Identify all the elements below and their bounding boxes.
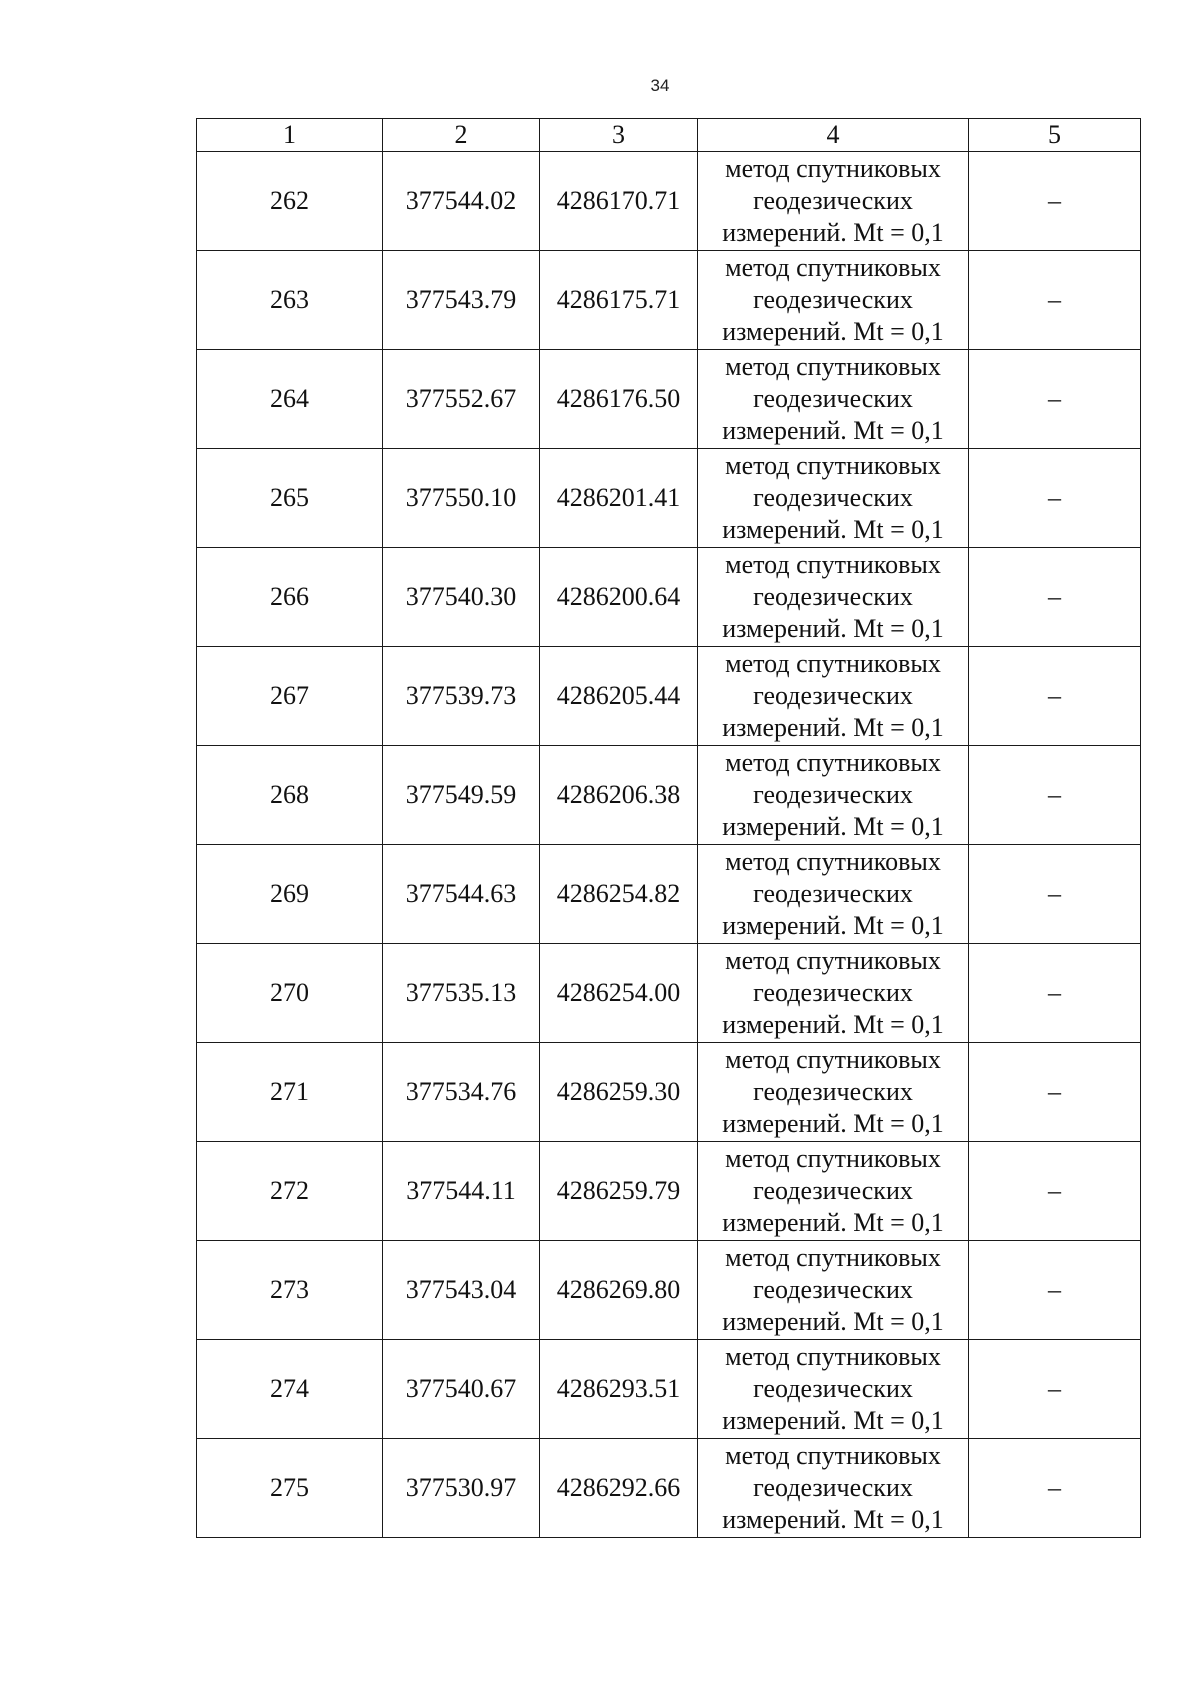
method-cell: [698, 944, 969, 1043]
note-cell: –: [969, 944, 1141, 1043]
method-line: геодезических: [753, 879, 913, 908]
point-number-cell: 266: [197, 548, 383, 647]
point-number-cell: 269: [197, 845, 383, 944]
y-coordinate-cell: 4286175.71: [540, 251, 698, 350]
note-cell: –: [969, 1142, 1141, 1241]
table-header-row: [197, 119, 1141, 152]
method-line: метод спутниковых: [725, 748, 941, 777]
note-cell: –: [969, 449, 1141, 548]
method-line: геодезических: [753, 285, 913, 314]
point-number-cell: 274: [197, 1340, 383, 1439]
method-cell: [698, 845, 969, 944]
note-cell: –: [969, 548, 1141, 647]
table-row: [197, 647, 1141, 746]
table-row: [197, 1142, 1141, 1241]
y-coordinate-cell: 4286170.71: [540, 152, 698, 251]
method-line: измерений. Mt = 0,1: [722, 416, 944, 445]
method-line: измерений. Mt = 0,1: [722, 812, 944, 841]
method-cell: [698, 1241, 969, 1340]
y-coordinate-cell: 4286259.79: [540, 1142, 698, 1241]
method-line: метод спутниковых: [725, 1144, 941, 1173]
method-line: геодезических: [753, 1275, 913, 1304]
method-line: измерений. Mt = 0,1: [722, 317, 944, 346]
note-cell: –: [969, 152, 1141, 251]
method-line: измерений. Mt = 0,1: [722, 1208, 944, 1237]
note-cell: –: [969, 350, 1141, 449]
x-coordinate-cell: 377549.59: [383, 746, 540, 845]
method-line: метод спутниковых: [725, 352, 941, 381]
y-coordinate-cell: 4286201.41: [540, 449, 698, 548]
method-line: геодезических: [753, 1077, 913, 1106]
column-header: 5: [969, 119, 1141, 152]
y-coordinate-cell: 4286293.51: [540, 1340, 698, 1439]
point-number-cell: 264: [197, 350, 383, 449]
y-coordinate-cell: 4286206.38: [540, 746, 698, 845]
method-cell: [698, 152, 969, 251]
column-header: 1: [197, 119, 383, 152]
method-line: измерений. Mt = 0,1: [722, 515, 944, 544]
x-coordinate-cell: 377540.67: [383, 1340, 540, 1439]
method-line: геодезических: [753, 978, 913, 1007]
method-line: измерений. Mt = 0,1: [722, 1505, 944, 1534]
x-coordinate-cell: 377540.30: [383, 548, 540, 647]
table-row: [197, 152, 1141, 251]
method-cell: [698, 647, 969, 746]
method-line: метод спутниковых: [725, 847, 941, 876]
coordinates-table: [196, 118, 1141, 1538]
method-line: метод спутниковых: [725, 649, 941, 678]
point-number-cell: 267: [197, 647, 383, 746]
note-cell: –: [969, 1043, 1141, 1142]
method-line: метод спутниковых: [725, 1342, 941, 1371]
x-coordinate-cell: 377550.10: [383, 449, 540, 548]
method-line: геодезических: [753, 681, 913, 710]
method-line: метод спутниковых: [725, 1045, 941, 1074]
method-line: метод спутниковых: [725, 154, 941, 183]
method-line: измерений. Mt = 0,1: [722, 1406, 944, 1435]
method-line: измерений. Mt = 0,1: [722, 1109, 944, 1138]
method-cell: [698, 1142, 969, 1241]
method-line: измерений. Mt = 0,1: [722, 218, 944, 247]
table-row: [197, 1043, 1141, 1142]
table-row: [197, 746, 1141, 845]
column-header: 4: [698, 119, 969, 152]
y-coordinate-cell: 4286200.64: [540, 548, 698, 647]
method-line: метод спутниковых: [725, 550, 941, 579]
column-header: 2: [383, 119, 540, 152]
method-line: измерений. Mt = 0,1: [722, 713, 944, 742]
table-body: [197, 119, 1141, 1538]
table-row: [197, 1241, 1141, 1340]
y-coordinate-cell: 4286259.30: [540, 1043, 698, 1142]
method-line: метод спутниковых: [725, 253, 941, 282]
method-line: метод спутниковых: [725, 451, 941, 480]
method-line: геодезических: [753, 384, 913, 413]
x-coordinate-cell: 377543.79: [383, 251, 540, 350]
method-line: геодезических: [753, 186, 913, 215]
point-number-cell: 275: [197, 1439, 383, 1538]
note-cell: –: [969, 1241, 1141, 1340]
x-coordinate-cell: 377544.11: [383, 1142, 540, 1241]
method-line: измерений. Mt = 0,1: [722, 614, 944, 643]
note-cell: –: [969, 1439, 1141, 1538]
point-number-cell: 272: [197, 1142, 383, 1241]
method-cell: [698, 449, 969, 548]
column-header: 3: [540, 119, 698, 152]
method-line: измерений. Mt = 0,1: [722, 1307, 944, 1336]
point-number-cell: 262: [197, 152, 383, 251]
x-coordinate-cell: 377544.02: [383, 152, 540, 251]
y-coordinate-cell: 4286292.66: [540, 1439, 698, 1538]
x-coordinate-cell: 377552.67: [383, 350, 540, 449]
point-number-cell: 268: [197, 746, 383, 845]
method-cell: [698, 350, 969, 449]
table-row: [197, 1439, 1141, 1538]
table-row: [197, 1340, 1141, 1439]
method-line: метод спутниковых: [725, 1441, 941, 1470]
note-cell: –: [969, 1340, 1141, 1439]
x-coordinate-cell: 377530.97: [383, 1439, 540, 1538]
point-number-cell: 273: [197, 1241, 383, 1340]
point-number-cell: 271: [197, 1043, 383, 1142]
method-line: метод спутниковых: [725, 946, 941, 975]
note-cell: –: [969, 251, 1141, 350]
method-line: геодезических: [753, 1176, 913, 1205]
table-row: [197, 845, 1141, 944]
y-coordinate-cell: 4286176.50: [540, 350, 698, 449]
table-row: [197, 944, 1141, 1043]
y-coordinate-cell: 4286254.82: [540, 845, 698, 944]
x-coordinate-cell: 377535.13: [383, 944, 540, 1043]
method-cell: [698, 746, 969, 845]
method-cell: [698, 251, 969, 350]
method-line: измерений. Mt = 0,1: [722, 1010, 944, 1039]
method-line: геодезических: [753, 1374, 913, 1403]
x-coordinate-cell: 377539.73: [383, 647, 540, 746]
table-row: [197, 548, 1141, 647]
method-line: геодезических: [753, 780, 913, 809]
point-number-cell: 265: [197, 449, 383, 548]
table-row: [197, 449, 1141, 548]
note-cell: –: [969, 647, 1141, 746]
method-cell: [698, 548, 969, 647]
table-row: [197, 251, 1141, 350]
method-cell: [698, 1043, 969, 1142]
method-line: геодезических: [753, 582, 913, 611]
page-number: 34: [650, 76, 670, 95]
method-line: метод спутниковых: [725, 1243, 941, 1272]
method-line: геодезических: [753, 483, 913, 512]
method-cell: [698, 1439, 969, 1538]
x-coordinate-cell: 377543.04: [383, 1241, 540, 1340]
x-coordinate-cell: 377544.63: [383, 845, 540, 944]
method-line: геодезических: [753, 1473, 913, 1502]
note-cell: –: [969, 845, 1141, 944]
y-coordinate-cell: 4286205.44: [540, 647, 698, 746]
x-coordinate-cell: 377534.76: [383, 1043, 540, 1142]
point-number-cell: 263: [197, 251, 383, 350]
note-cell: –: [969, 746, 1141, 845]
y-coordinate-cell: 4286254.00: [540, 944, 698, 1043]
table-row: [197, 350, 1141, 449]
method-line: измерений. Mt = 0,1: [722, 911, 944, 940]
method-cell: [698, 1340, 969, 1439]
point-number-cell: 270: [197, 944, 383, 1043]
y-coordinate-cell: 4286269.80: [540, 1241, 698, 1340]
